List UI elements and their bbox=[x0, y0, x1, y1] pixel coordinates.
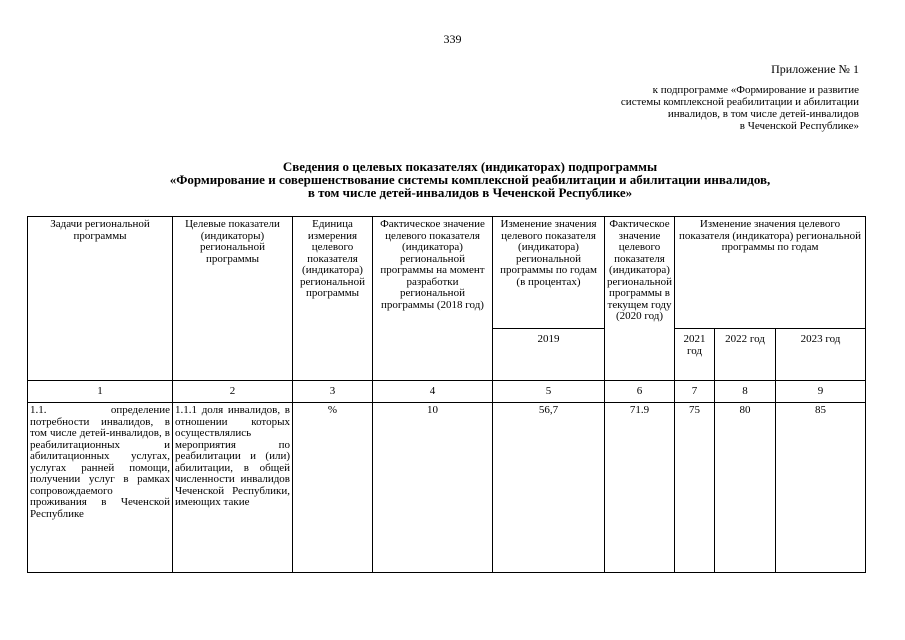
actual-2018-cell: 10 bbox=[373, 403, 493, 573]
header-actual-2018: Фактическое значение целевого показателя (индикатора) региональной программы на момент разработки региональной программы (2018 год) bbox=[373, 217, 493, 381]
indicators-table bbox=[27, 216, 866, 573]
value-2021-cell: 75 bbox=[675, 403, 715, 573]
appendix-note bbox=[539, 84, 859, 132]
page-number: 339 bbox=[443, 32, 462, 46]
column-number: 3 bbox=[293, 381, 373, 403]
value-2022-cell: 80 bbox=[715, 403, 776, 573]
column-number: 4 bbox=[373, 381, 493, 403]
value-2020-cell: 71.9 bbox=[605, 403, 675, 573]
table-row bbox=[28, 403, 866, 573]
header-change-pct: Изменение значения целевого показателя (индикатора) региональной программы по годам (в процентах) bbox=[493, 217, 605, 329]
title-line: «Формирование и совершенствование системы комплексной реабилитации и абилитации инвалидов, bbox=[169, 172, 771, 187]
column-number: 2 bbox=[173, 381, 293, 403]
column-number: 5 bbox=[493, 381, 605, 403]
indicator-cell: 1.1.1 доля инвалидов, в отношении которых осуществлялись мероприятия по реабилитации и (или) абилитации, в общей численности инвалидов Чеченской Республики, имеющих такие bbox=[173, 403, 293, 573]
header-year-2021: 2021 год bbox=[675, 329, 715, 381]
value-2019-cell: 56,7 bbox=[493, 403, 605, 573]
column-number: 9 bbox=[776, 381, 866, 403]
title-line: Сведения о целевых показателях (индикаторах) подпрограммы bbox=[282, 159, 658, 174]
column-number: 6 bbox=[605, 381, 675, 403]
column-number: 8 bbox=[715, 381, 776, 403]
unit-cell: % bbox=[293, 403, 373, 573]
title-line: в том числе детей-инвалидов в Чеченской Республике» bbox=[307, 185, 633, 200]
header-actual-current: Фактическое значение целевого показателя (индикатора) региональной программы в текущем году (2020 год) bbox=[605, 217, 675, 381]
header-change-by-year: Изменение значения целевого показателя (индикатора) региональной программы по годам bbox=[675, 217, 866, 329]
appendix-note-line: в Чеченской Республике» bbox=[739, 120, 859, 132]
task-cell: 1.1. определение потребности инвалидов, в том числе детей-инвалидов, в реабилитационных и абилитационных услугах, услугах ранней помощи, получении услуг в рамках сопровождаемого проживания в Чеченской Республике bbox=[28, 403, 173, 573]
column-number: 1 bbox=[28, 381, 173, 403]
header-year-2023: 2023 год bbox=[776, 329, 866, 381]
header-year-2019: 2019 bbox=[493, 329, 605, 381]
header-indicators: Целевые показатели (индикаторы) региональной программы bbox=[173, 217, 293, 381]
appendix-note-line: инвалидов, в том числе детей-инвалидов bbox=[667, 108, 859, 120]
value-2023-cell: 85 bbox=[776, 403, 866, 573]
appendix-note-line: системы комплексной реабилитации и абилитации bbox=[620, 96, 859, 108]
header-tasks: Задачи региональной программы bbox=[28, 217, 173, 381]
appendix-title: Приложение № 1 bbox=[771, 62, 859, 76]
column-number: 7 bbox=[675, 381, 715, 403]
header-unit: Единица измерения целевого показателя (индикатора) региональной программы bbox=[293, 217, 373, 381]
header-year-2022: 2022 год bbox=[715, 329, 776, 381]
document-title bbox=[90, 160, 850, 199]
appendix-note-line: к подпрограмме «Формирование и развитие bbox=[652, 84, 859, 96]
